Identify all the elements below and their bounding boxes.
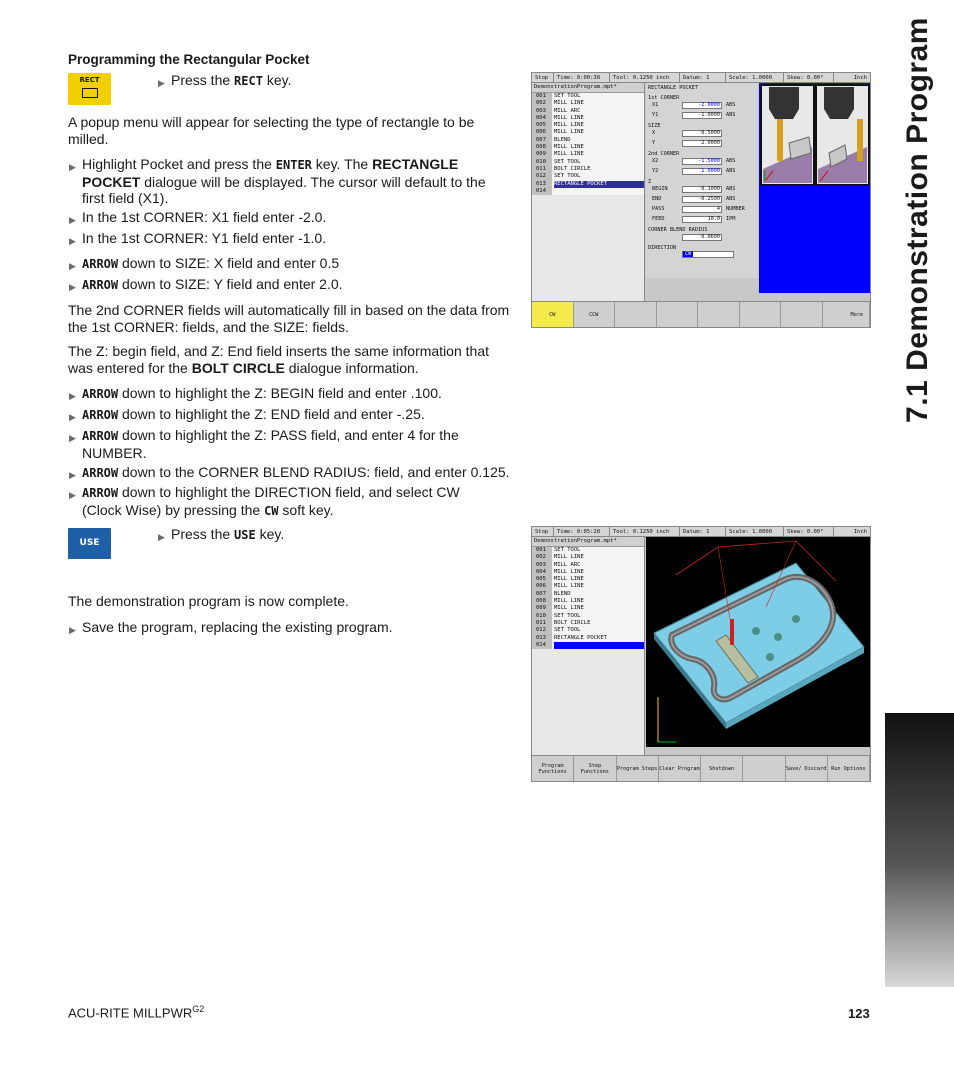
status-tool: Tool: 0.1250 inch [610, 73, 680, 82]
line-number: 003 [536, 561, 546, 568]
program-steps [552, 93, 644, 195]
line-number: 002 [536, 554, 546, 561]
unit-feed: IPM [726, 216, 736, 222]
status-skew: Skew: 0.00° [784, 73, 834, 82]
step-x1: ▶ In the 1st CORNER: X1 field enter -2.0. [82, 209, 527, 226]
line-numbers [532, 93, 552, 195]
line-number: 012 [536, 627, 546, 634]
unit-pass: NUMBER [726, 206, 745, 212]
status-datum: Datum: 1 [680, 527, 726, 536]
program-step[interactable]: BLEND [554, 136, 571, 143]
line-number: 001 [536, 93, 546, 99]
chapter-tab-gradient [885, 713, 954, 987]
softkey-clear-program[interactable]: Clear Program [659, 756, 701, 781]
line-number: 011 [536, 165, 546, 172]
softkey-shutdown[interactable]: Shutdown [701, 756, 743, 781]
program-step[interactable]: BOLT CIRCLE [554, 165, 591, 172]
program-step[interactable]: MILL LINE [554, 100, 584, 107]
status-bar [532, 73, 870, 83]
tool-preview-panel [759, 83, 871, 293]
line-number: 007 [536, 136, 546, 143]
line-number: 007 [536, 590, 546, 597]
softkey-blank-4[interactable] [740, 302, 782, 327]
line-number: 001 [536, 547, 546, 553]
step-size-x: ▶ ARROW down to SIZE: X field and enter 0.5 [82, 255, 527, 273]
field-y1[interactable]: -1.0000 [682, 112, 722, 119]
line-number: 006 [536, 129, 546, 136]
status-time: Time: 0:05:28 [554, 527, 610, 536]
step-press-rect: ▶ Press the RECT key. [171, 72, 471, 90]
program-step[interactable]: MILL LINE [554, 598, 584, 605]
rect-key-icon [68, 73, 111, 105]
program-step[interactable]: SET TOOL [554, 627, 581, 634]
use-key-icon [68, 528, 111, 559]
label-size: SIZE [648, 123, 661, 129]
rectangle-pocket-dialog [646, 83, 758, 278]
program-step[interactable]: BLEND [554, 590, 571, 597]
line-number: 010 [536, 158, 546, 165]
pocket-tool-preview-icon [759, 83, 871, 187]
step-direction: ▶ ARROW down to highlight the DIRECTION field, and select CW (Clock Wise) by pressing the CW soft key. [82, 484, 492, 519]
status-scale: Scale: 1.0000 [726, 527, 784, 536]
program-step[interactable]: SET TOOL [554, 93, 581, 99]
line-number: 012 [536, 173, 546, 180]
step-press-use: ▶ Press the USE key. [171, 526, 471, 544]
line-numbers [532, 547, 552, 649]
label-pass: PASS [652, 206, 665, 212]
line-number: 004 [536, 568, 546, 575]
label-end: END [652, 196, 662, 202]
label-y2: Y2 [652, 168, 659, 174]
field-z-end[interactable]: -0.2500 [682, 196, 722, 203]
unit-y1: ABS [726, 112, 736, 118]
screenshot-demonstration-complete [531, 526, 871, 782]
program-step[interactable]: BOLT CIRCLE [554, 619, 591, 626]
program-step[interactable]: SET TOOL [554, 612, 581, 619]
softkey-save-discard[interactable]: Save/ Discard [786, 756, 828, 781]
program-step[interactable] [554, 642, 644, 649]
step-z-begin: ▶ ARROW down to highlight the Z: BEGIN field and enter .100. [82, 385, 527, 403]
program-step[interactable]: MILL LINE [554, 554, 584, 561]
field-x2[interactable]: -1.5000 [682, 158, 722, 165]
paragraph-complete: The demonstration program is now complete. [68, 593, 349, 609]
softkey-program-steps[interactable]: Program Steps [617, 756, 659, 781]
dialog-title: RECTANGLE POCKET [648, 85, 698, 91]
line-number: 004 [536, 114, 546, 121]
field-x1[interactable]: -2.0000 [682, 102, 722, 109]
unit-end: ABS [726, 196, 736, 202]
field-z-begin[interactable]: 0.1000 [682, 186, 722, 193]
label-begin: BEGIN [652, 186, 668, 192]
program-step[interactable]: SET TOOL [554, 173, 581, 180]
status-units: Inch [853, 75, 867, 81]
line-number: 008 [536, 598, 546, 605]
program-steps [552, 547, 644, 649]
paragraph-z-fields: The Z: begin field, and Z: End field inserts the same information that was entered for the BOLT CIRCLE dialogue information. [68, 343, 489, 376]
line-number: 009 [536, 151, 546, 158]
status-units: Inch [853, 529, 867, 535]
status-mode: Stop [532, 73, 554, 82]
unit-x1: ABS [726, 102, 736, 108]
field-corner-blend[interactable]: 0.0600 [682, 234, 722, 241]
rectangle-icon [82, 88, 98, 98]
footer-product: ACU-RITE $MILLPWR^{G2}$ [68, 1004, 205, 1021]
3d-toolpath-view [646, 537, 871, 747]
program-step[interactable]: MILL LINE [554, 605, 584, 612]
status-bar [532, 527, 870, 537]
program-step[interactable]: MILL LINE [554, 568, 584, 575]
unit-x2: ABS [726, 158, 736, 164]
field-size-y[interactable]: 2.0000 [682, 140, 722, 147]
program-step[interactable]: MILL LINE [554, 583, 584, 590]
unit-begin: ABS [726, 186, 736, 192]
line-number: 006 [536, 583, 546, 590]
label-z: Z [648, 179, 652, 185]
program-title: DemonstrationProgram.mpt* [532, 83, 644, 93]
program-step[interactable]: MILL LINE [554, 114, 584, 121]
softkey-more[interactable]: More [823, 302, 871, 327]
step-corner-blend: ▶ ARROW down to the CORNER BLEND RADIUS: field, and enter 0.125. [82, 464, 522, 482]
status-time: Time: 0:00:38 [554, 73, 610, 82]
label-y1: Y1 [652, 112, 659, 118]
program-step[interactable]: MILL LINE [554, 144, 584, 151]
softkey-ccw[interactable]: CCW [574, 302, 616, 327]
step-z-end: ▶ ARROW down to highlight the Z: END field and enter -.25. [82, 406, 527, 424]
softkey-run-options[interactable]: Run Options [828, 756, 870, 781]
program-step[interactable]: MILL LINE [554, 129, 584, 136]
program-step[interactable]: RECTANGLE POCKET [554, 181, 644, 188]
line-number: 005 [536, 576, 546, 583]
line-number: 008 [536, 144, 546, 151]
status-tool: Tool: 0.1250 inch [610, 527, 680, 536]
softkey-program-functions[interactable]: Program Functions [532, 756, 574, 781]
step-z-pass: ▶ ARROW down to highlight the Z: PASS field, and enter 4 for the NUMBER. [82, 427, 492, 461]
program-step[interactable]: MILL LINE [554, 151, 584, 158]
step-size-y: ▶ ARROW down to SIZE: Y field and enter 2.0. [82, 276, 527, 294]
step-y1: ▶ In the 1st CORNER: Y1 field enter -1.0. [82, 230, 527, 247]
softkey-step-functions[interactable]: Step Functions [574, 756, 616, 781]
use-key-label: USE [79, 538, 100, 548]
label-2nd-corner: 2nd CORNER [648, 151, 680, 157]
label-1st-corner: 1st CORNER [648, 95, 680, 101]
line-number: 005 [536, 122, 546, 129]
softkey-blank-1[interactable] [615, 302, 657, 327]
paragraph-2nd-corner: The 2nd CORNER fields will automatically fill in based on the data from the 1st CORNER: fields, and the SIZE: fields. [68, 302, 510, 335]
program-panel [532, 537, 645, 755]
line-number: 014 [536, 641, 546, 648]
status-skew: Skew: 0.00° [784, 527, 834, 536]
line-number: 014 [536, 187, 546, 194]
label-corner-blend: CORNER BLEND RADIUS [648, 227, 708, 233]
status-mode: Stop [532, 527, 554, 536]
field-z-pass[interactable]: 4 [682, 206, 722, 213]
status-datum: Datum: 1 [680, 73, 726, 82]
softkey-cw[interactable]: CW [532, 302, 574, 327]
label-x2: X2 [652, 158, 659, 164]
program-step[interactable]: SET TOOL [554, 158, 581, 165]
line-number: 013 [536, 180, 546, 187]
page-number: 123 [848, 1006, 870, 1021]
program-step[interactable]: MILL ARC [554, 561, 581, 568]
label-feed: FEED [652, 216, 665, 222]
field-y2[interactable]: 1.0000 [682, 168, 722, 175]
chapter-title: 7.1 Demonstration Program [901, 17, 934, 423]
line-number: 013 [536, 634, 546, 641]
select-direction[interactable]: CW [682, 251, 734, 258]
softkey-blank-2[interactable] [657, 302, 699, 327]
program-step[interactable] [554, 188, 644, 195]
line-number: 010 [536, 612, 546, 619]
section-heading: Programming the Rectangular Pocket [68, 52, 310, 67]
field-feed[interactable]: 10.0 [682, 216, 722, 223]
program-step[interactable]: RECTANGLE POCKET [554, 634, 607, 641]
program-title: DemonstrationProgram.mpt* [532, 537, 644, 547]
line-number: 002 [536, 100, 546, 107]
softkey-bar [532, 755, 870, 781]
label-direction: DIRECTION [648, 245, 677, 251]
status-scale: Scale: 1.0000 [726, 73, 784, 82]
label-size-x: X [652, 130, 656, 136]
step-highlight-pocket: ▶ Highlight Pocket and press the ENTER key. The RECTANGLE POCKET dialogue will be displayed. The cursor will default to the first field (X1). [82, 156, 512, 207]
label-size-y: Y [652, 140, 656, 146]
softkey-blank[interactable] [743, 756, 785, 781]
step-save: ▶ Save the program, replacing the existing program. [82, 619, 527, 636]
field-size-x[interactable]: 0.5000 [682, 130, 722, 137]
screenshot-rectangle-pocket-dialog [531, 72, 871, 328]
program-step[interactable]: MILL ARC [554, 107, 581, 114]
unit-y2: ABS [726, 168, 736, 174]
paragraph-popup: A popup menu will appear for selecting the type of rectangle to be milled. [68, 114, 475, 147]
program-step[interactable]: MILL LINE [554, 576, 584, 583]
softkey-bar [532, 301, 870, 327]
line-number: 009 [536, 605, 546, 612]
program-step[interactable]: MILL LINE [554, 122, 584, 129]
line-number: 011 [536, 619, 546, 626]
label-x1: X1 [652, 102, 659, 108]
rect-key-label: RECT [79, 76, 100, 84]
program-step[interactable]: SET TOOL [554, 547, 581, 553]
workpiece-3d-icon [646, 537, 871, 747]
softkey-blank-3[interactable] [698, 302, 740, 327]
program-panel [532, 83, 645, 301]
line-number: 003 [536, 107, 546, 114]
softkey-blank-5[interactable] [781, 302, 823, 327]
